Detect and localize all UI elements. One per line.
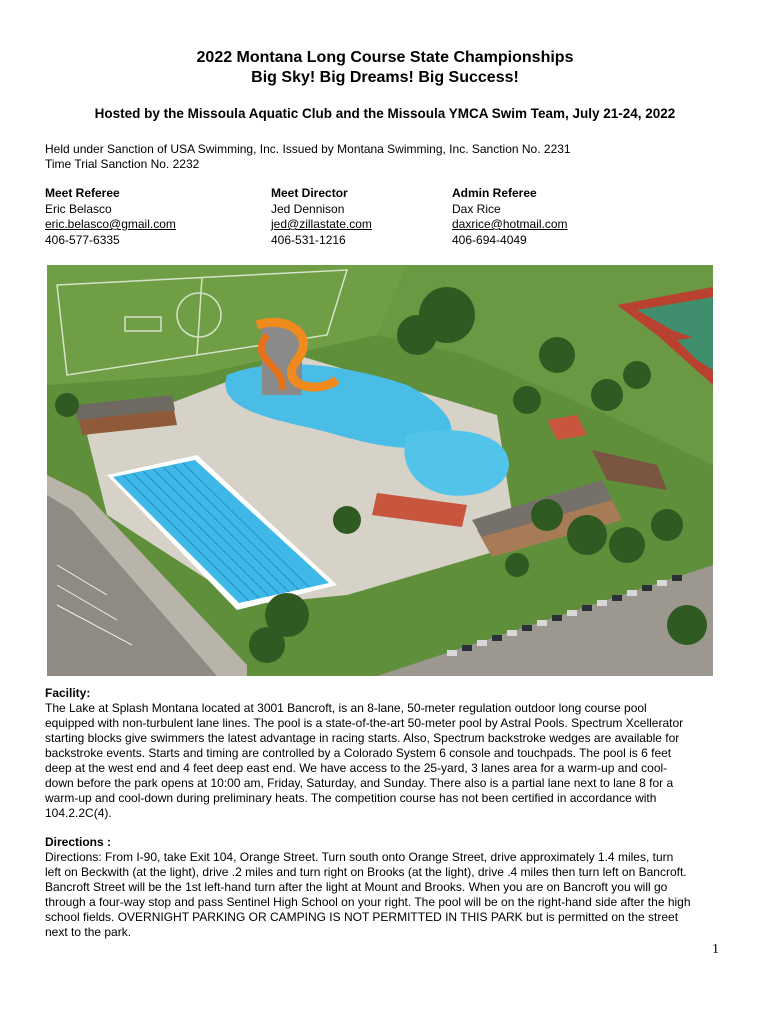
facility-line: equipped with non-turbulent lane lines. The pool is a state-of-the-art 50-meter pool by Astral Pools. Spectrum Xcellerator xyxy=(45,716,684,730)
facility-line: backstroke events. Starts and timing are controlled by a Colorado System 6 console and touchpads. The pool is 6 feet xyxy=(45,746,672,760)
sanction-line: Held under Sanction of USA Swimming, Inc. Issued by Montana Swimming, Inc. Sanction No. 2231 xyxy=(45,142,571,156)
facility-line: down before the park opens at 10:00 am, Friday, Saturday, and Sunday. There also is a partial lane next to lane 8 for a xyxy=(45,776,674,790)
meet-slogan: Big Sky! Big Dreams! Big Success! xyxy=(251,69,519,86)
hosted-by-line: Hosted by the Missoula Aquatic Club and the Missoula YMCA Swim Team, July 21-24, 2022 xyxy=(94,106,676,121)
contact-name: Jed Dennison xyxy=(271,201,345,216)
meet-title: 2022 Montana Long Course State Championships xyxy=(196,49,574,66)
aerial-photo-aquatic-park xyxy=(47,265,713,676)
page-number: 1 xyxy=(712,942,719,957)
directions-line: Bancroft Street will be the 1st left-hand turn after the light at Mount and Brooks. When you are on Bancroft you will go xyxy=(45,880,668,894)
directions-section xyxy=(45,835,725,940)
contact-name: Dax Rice xyxy=(452,201,501,216)
facility-line: warm-up and cool-down during preliminary heats. The competition course has not been certified in accordance with xyxy=(45,791,657,805)
contact-name: Eric Belasco xyxy=(45,201,112,216)
contact-role: Meet Director xyxy=(271,186,348,200)
directions-line: through a four-way stop and pass Sentinel High School on your right. The pool will be on the right-hand side after the high xyxy=(45,895,691,909)
contact-admin-referee xyxy=(452,186,568,248)
contact-email-link[interactable]: daxrice@hotmail.com xyxy=(452,217,568,231)
directions-line: Directions: From I-90, take Exit 104, Orange Street. Turn south onto Orange Street, drive approximately 1.4 miles, turn xyxy=(45,850,674,864)
facility-line: deep at the west end and 4 feet deep east end. We have access to the 25-yard, 3 lanes area for a warm-up and cool- xyxy=(45,761,668,775)
facility-section xyxy=(45,686,725,821)
contact-phone: 406-577-6335 xyxy=(45,232,120,247)
contact-email-link[interactable]: jed@zillastate.com xyxy=(271,217,372,231)
sanction-block xyxy=(45,142,571,172)
facility-line: The Lake at Splash Montana located at 3001 Bancroft, is an 8-lane, 50-meter regulation outdoor long course pool xyxy=(45,701,647,715)
contact-meet-director xyxy=(271,186,372,248)
contact-role: Admin Referee xyxy=(452,186,537,200)
time-trial-sanction-line: Time Trial Sanction No. 2232 xyxy=(45,157,200,171)
contact-meet-referee xyxy=(45,186,176,248)
contact-phone: 406-531-1216 xyxy=(271,232,346,247)
contact-role: Meet Referee xyxy=(45,186,120,200)
contact-email-link[interactable]: eric.belasco@gmail.com xyxy=(45,217,176,231)
directions-line: next to the park. xyxy=(45,925,132,939)
facility-line: 104.2.2C(4). xyxy=(45,806,112,820)
facility-heading: Facility: xyxy=(45,686,91,700)
directions-heading: Directions : xyxy=(45,835,112,849)
directions-line: school fields. OVERNIGHT PARKING OR CAMPING IS NOT PERMITTED IN THIS PARK but is permitted on the street xyxy=(45,910,679,924)
contact-phone: 406-694-4049 xyxy=(452,232,527,247)
facility-line: starting blocks give swimmers the latest advantage in racing starts. Also, Spectrum backstroke wedges are available for xyxy=(45,731,680,745)
directions-line: left on Beckwith (at the light), drive .2 miles and turn right on Brooks (at the light), drive .4 miles then turn left on Bancroft. xyxy=(45,865,687,879)
